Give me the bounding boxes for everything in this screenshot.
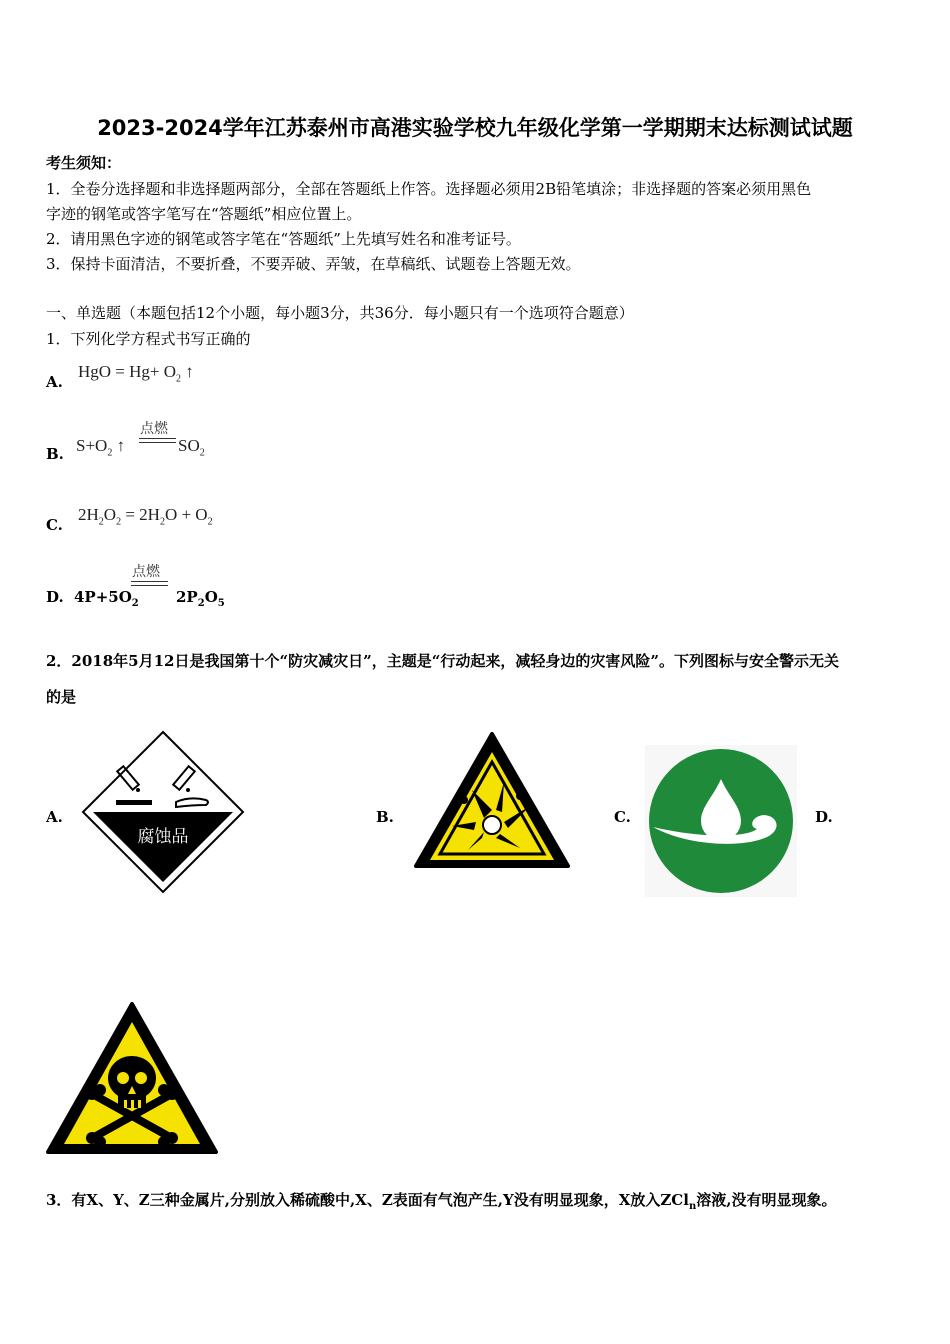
q1-option-d-label: D. xyxy=(46,588,64,606)
q1-option-a-formula: HgO = $Hg+ O_2$ ↑ xyxy=(78,362,194,385)
question-1-stem: 1．下列化学方程式书写正确的 xyxy=(46,330,251,348)
section-heading: 一、单选题（本题包括12个小题，每小题3分，共36分．每小题只有一个选项符合题意） xyxy=(46,304,634,322)
q1-option-d-equals xyxy=(131,581,168,586)
question-3-stem-subscript: n xyxy=(688,1201,697,1212)
notice-line-2: 2．请用黑色字迹的钢笔或答字笔在“答题纸”上先填写姓名和准考证号。 xyxy=(46,230,521,248)
question-3-stem-suffix: 溶液,没有明显现象。 xyxy=(696,1191,837,1209)
question-3-stem xyxy=(46,1189,836,1212)
q2-option-d-label: D. xyxy=(815,808,833,826)
corrosive-sign-text: 腐蚀品 xyxy=(137,827,189,847)
q1-option-c-formula: $2H_2O_2 = 2H_2O + O_2$ xyxy=(78,505,213,528)
q2-option-c-label: C. xyxy=(614,808,631,826)
question-2-stem-line1: 2．2018年5月12日是我国第十个“防灾减灾日”，主题是“行动起来，减轻身边的灾害风险”。下列图标与安全警示无关 xyxy=(46,652,840,670)
toxic-warning-sign-icon xyxy=(44,1000,220,1158)
q2-option-b-label: B. xyxy=(376,808,394,826)
page-title: 2023-2024学年江苏泰州市高港实验学校九年级化学第一学期期末达标测试试题 xyxy=(97,116,853,140)
corrosive-sign-icon xyxy=(80,730,246,894)
water-saving-sign-icon xyxy=(645,745,797,897)
explosive-warning-sign-icon xyxy=(412,730,572,872)
q1-option-b-condition: 点燃 xyxy=(140,421,168,437)
notice-line-3: 3．保持卡面清洁，不要折叠，不要弄破、弄皱，在草稿纸、试题卷上答题无效。 xyxy=(46,255,581,273)
question-3-stem-prefix: 3．有X、Y、Z三种金属片,分别放入稀硫酸中,X、Z表面有气泡产生,Y没有明显现象，X放入ZCl xyxy=(46,1191,689,1209)
q1-option-d-formula: $4P+5O_2$ xyxy=(74,588,139,609)
notice-line-1: 1．全卷分选择题和非选择题两部分，全部在答题纸上作答。选择题必须用2B铅笔填涂；非选择题的答案必须用黑色 xyxy=(46,180,812,198)
question-2-stem-line2: 的是 xyxy=(46,688,77,706)
notice-line-1b: 字迹的钢笔或答字笔写在“答题纸”相应位置上。 xyxy=(46,205,362,223)
q1-option-a-label: A. xyxy=(46,373,63,391)
q1-option-b-product: $SO_2$ xyxy=(178,436,205,459)
q1-option-b-label: B. xyxy=(46,445,64,463)
q1-option-d-product: $2P_2O_5$ xyxy=(176,588,225,609)
q2-option-a-label: A. xyxy=(46,808,63,826)
notice-heading: 考生须知： xyxy=(46,154,122,172)
q1-option-d-condition: 点燃 xyxy=(132,564,160,580)
q1-option-c-label: C. xyxy=(46,516,63,534)
q1-option-b-equals xyxy=(139,438,176,443)
q1-option-b-formula: $S+O_2$ ↑ xyxy=(76,436,126,459)
